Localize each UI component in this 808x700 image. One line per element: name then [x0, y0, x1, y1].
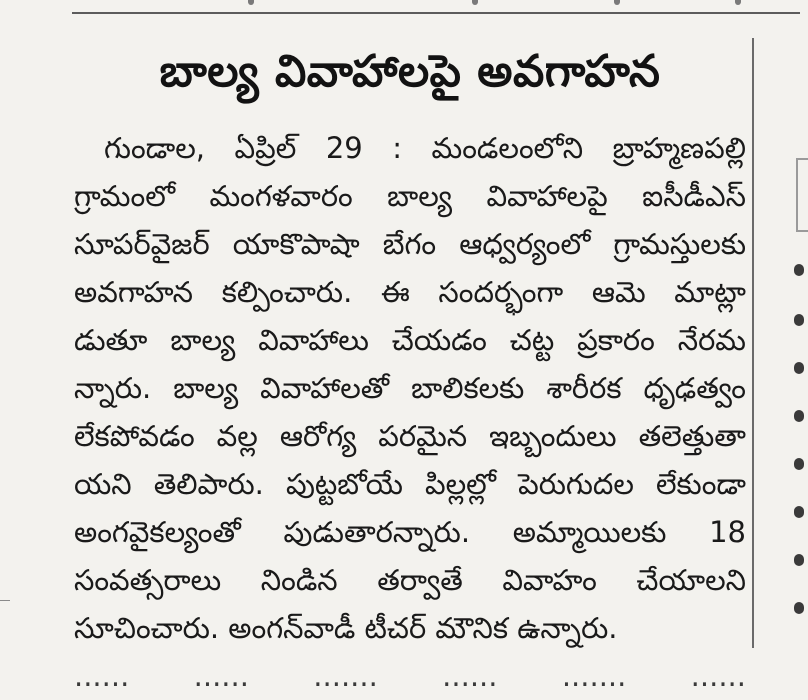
- article-line: లేకపోవడం వల్ల ఆరోగ్య పరమైన ఇబ్బందులు తలెత్తుతా: [74, 419, 746, 453]
- article-line: సంవత్సరాలు నిండిన తర్వాతే వివాహం చేయాలని: [74, 563, 746, 597]
- adjacent-text-fragment: [794, 602, 804, 614]
- adjacent-text-fragment: [794, 458, 804, 470]
- top-cut-marks: [0, 0, 800, 8]
- article-line: సూచించారు. అంగన్‌వాడీ టీచర్ మౌనిక ఉన్నారు.: [74, 611, 618, 645]
- article-line: అంగవైకల్యంతో పుడుతారన్నారు. అమ్మాయిలకు 18: [74, 515, 746, 549]
- adjacent-text-fragment: [794, 410, 804, 422]
- article-headline: బాల్య వివాహాలపై అవగాహన: [159, 46, 661, 97]
- article-line: గ్రామంలో మంగళవారం బాల్య వివాహాలపై ఐసీడీఎస్: [74, 179, 746, 213]
- column-divider: [752, 38, 754, 648]
- adjacent-text-fragment: [794, 554, 804, 566]
- article-line: అవగాహన కల్పించారు. ఈ సందర్భంగా ఆమె మాట్లా: [74, 275, 746, 309]
- adjacent-box: [796, 158, 808, 232]
- adjacent-column-fragment: [758, 38, 800, 648]
- top-divider: [72, 12, 800, 14]
- adjacent-text-fragment: [794, 264, 804, 276]
- left-margin-tick: [0, 600, 10, 601]
- article-body: [74, 124, 746, 700]
- article-line: సూపర్‌వైజర్ యాకొపాషా బేగం ఆధ్వర్యంలో గ్రామస్తులకు: [74, 227, 746, 261]
- adjacent-text-fragment: [794, 506, 804, 518]
- adjacent-text-fragment: [794, 314, 804, 326]
- article-line: డుతూ బాల్య వివాహాలు చేయడం చట్ట ప్రకారం నేరమ: [74, 323, 746, 357]
- article-line-cut: ...... ...... ....... ...... ....... ......: [74, 659, 746, 693]
- article-line: యని తెలిపారు. పుట్టబోయే పిల్లల్లో పెరుగుదల లేకుండా: [74, 467, 746, 501]
- article-line: న్నారు. బాల్య వివాహాలతో బాలికలకు శారీరక ధృఢత్వం: [74, 371, 746, 405]
- adjacent-text-fragment: [794, 362, 804, 374]
- article-line: గుండాల, ఏప్రిల్ 29 : మండలంలోని బ్రాహ్మణపల్లి: [104, 131, 746, 165]
